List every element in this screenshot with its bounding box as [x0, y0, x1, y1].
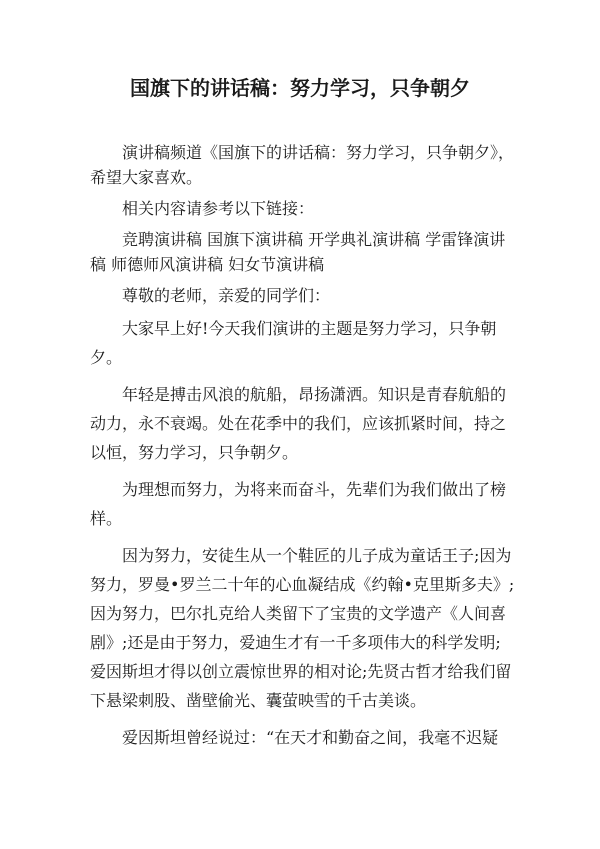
paragraph-intro: 演讲稿频道《国旗下的讲话稿：努力学习，只争朝夕》，希望大家喜欢。 [90, 143, 515, 187]
paragraph-youth: 年轻是搏击风浪的航船，昂扬潇洒。知识是青春航船的动力，永不衰竭。处在花季中的我们，应该抓紧时间，持之以恒，努力学习，只争朝夕。 [90, 385, 507, 462]
paragraph-salutation: 尊敬的老师，亲爱的同学们： [122, 286, 331, 305]
paragraph-greeting: 大家早上好!今天我们演讲的主题是努力学习，只争朝夕。 [90, 319, 497, 367]
paragraph-related-links-label: 相关内容请参考以下链接： [122, 199, 315, 218]
document-title: 国旗下的讲话稿：努力学习，只争朝夕 [130, 76, 470, 100]
paragraph-related-links: 竞聘演讲稿 国旗下演讲稿 开学典礼演讲稿 学雷锋演讲稿 师德师风演讲稿 妇女节演讲稿 [90, 230, 506, 274]
paragraph-ideals: 为理想而努力，为将来而奋斗，先辈们为我们做出了榜样。 [90, 480, 507, 528]
paragraph-einstein: 爱因斯坦曾经说过：“在天才和勤奋之间，我毫不迟疑 [122, 728, 499, 747]
paragraph-examples: 因为努力，安徒生从一个鞋匠的儿子成为童话王子;因为努力，罗曼•罗兰二十年的心血凝结成《约翰•克里斯多夫》;因为努力，巴尔扎克给人类留下了宝贵的文学遗产《人间喜剧》;还是由于努力，爱迪生才有一千多项伟大的科学发明;爱因斯坦才得以创立震惊世界的相对论;先贤古哲才给我们留下悬梁刺股、凿壁偷光、囊萤映雪的千古美谈。 [90, 546, 515, 710]
document-body [90, 140, 516, 760]
